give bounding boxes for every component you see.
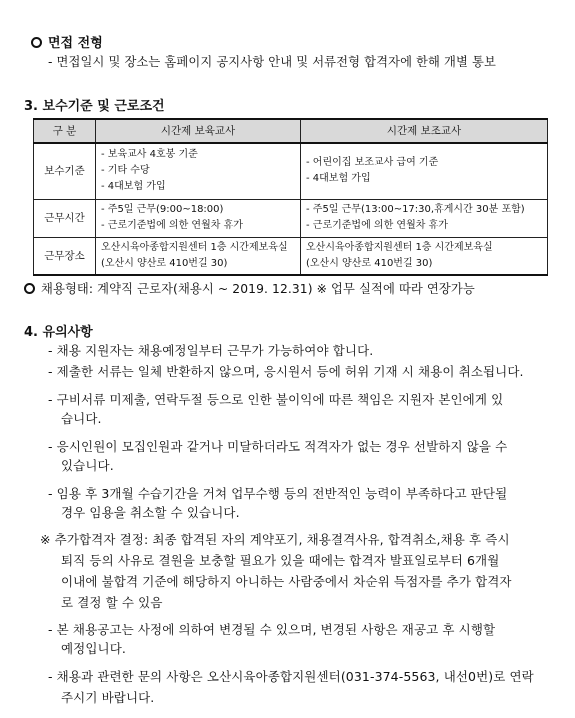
cell-line: - 보육교사 4호봉 기준 bbox=[101, 149, 198, 161]
interview-line: - 면접일시 및 장소는 홈페이지 공지사항 안내 및 서류전형 합격자에 한해 개별 통보 bbox=[48, 55, 496, 69]
table-row bbox=[34, 199, 548, 237]
circle-bullet-icon bbox=[31, 37, 42, 48]
row-label: 근무장소 bbox=[34, 237, 96, 275]
interview-heading: 면접 전형 bbox=[31, 32, 103, 51]
notice-item-cont: 예정입니다. bbox=[61, 641, 126, 656]
cell-line: - 4대보험 가입 bbox=[101, 181, 166, 193]
section3-heading: 3. 보수기준 및 근로조건 bbox=[24, 99, 165, 114]
cell-line: (오산시 양산로 410번길 30) bbox=[306, 257, 433, 269]
table-header-cell: 시간제 보육교사 bbox=[96, 119, 301, 143]
table-cell bbox=[301, 237, 548, 275]
row-label: 근무시간 bbox=[34, 199, 96, 237]
notice-item-cont: 있습니다. bbox=[61, 458, 114, 473]
cell-line: - 주5일 근무(9:00~18:00) bbox=[101, 204, 224, 215]
table-header-row bbox=[34, 119, 548, 143]
table-header-cell: 구 분 bbox=[34, 119, 96, 143]
cell-line: - 주5일 근무(13:00~17:30,휴게시간 30분 포함) bbox=[306, 204, 525, 215]
notice-item: - 제출한 서류는 일체 반환하지 않으며, 응시원서 등에 허위 기재 시 채용이 취소됩니다. bbox=[48, 364, 524, 379]
notice-item-cont: 습니다. bbox=[61, 411, 102, 426]
cell-line: 오산시육아종합지원센터 1층 시간제보육실 bbox=[101, 241, 288, 253]
table-row bbox=[34, 143, 548, 199]
employment-type: 채용형태: 계약직 근로자(채용시 ~ 2019. 12.31) ※ 업무 실적에 따라 연장가능 bbox=[24, 279, 475, 297]
contact-notice: - 채용과 관련한 문의 사항은 오산시육아종합지원센터(031-374-5563, 내선0번)로 연락 bbox=[48, 669, 534, 684]
additional-pass-note: ※ 추가합격자 결정: 최종 합격된 자의 계약포기, 채용결격사유, 합격취소,채용 후 즉시 bbox=[40, 532, 510, 547]
conditions-table bbox=[33, 118, 548, 276]
row-label: 보수기준 bbox=[34, 143, 96, 199]
notice-item: - 채용 지원자는 채용예정일부터 근무가 가능하여야 합니다. bbox=[48, 343, 374, 358]
additional-pass-note-cont: 이내에 불합격 기준에 해당하지 아니하는 사람중에서 차순위 득점자를 추가 합격자 bbox=[61, 574, 512, 589]
circle-bullet-icon bbox=[24, 283, 35, 294]
cell-line: - 4대보험 가입 bbox=[306, 173, 371, 185]
notice-item: - 본 채용공고는 사정에 의하여 변경될 수 있으며, 변경된 사항은 재공고 후 시행할 bbox=[48, 622, 496, 637]
cell-line: - 근로기준법에 의한 연월차 휴가 bbox=[101, 220, 243, 231]
cell-line: 오산시육아종합지원센터 1층 시간제보육실 bbox=[306, 241, 493, 253]
table-header-cell: 시간제 보조교사 bbox=[301, 119, 548, 143]
cell-line: - 근로기준법에 의한 연월차 휴가 bbox=[306, 220, 448, 231]
notice-item-cont: 경우 임용을 취소할 수 있습니다. bbox=[61, 505, 240, 520]
table-row bbox=[34, 237, 548, 275]
notice-item: - 임용 후 3개월 수습기간을 거쳐 업무수행 등의 전반적인 능력이 부족하다고 판단될 bbox=[48, 486, 508, 501]
additional-pass-note-cont: 퇴직 등의 사유로 결원을 보충할 필요가 있을 때에는 합격자 발표일로부터 6개월 bbox=[61, 553, 500, 568]
cell-line: - 기타 수당 bbox=[101, 165, 150, 177]
contact-notice-cont: 주시기 바랍니다. bbox=[61, 690, 155, 705]
table-cell bbox=[96, 143, 301, 199]
notice-item: - 구비서류 미제출, 연락두절 등으로 인한 불이익에 따른 책임은 지원자 본인에게 있 bbox=[48, 392, 504, 407]
cell-line: (오산시 양산로 410번길 30) bbox=[101, 257, 228, 269]
notice-item: - 응시인원이 모집인원과 같거나 미달하더라도 적격자가 없는 경우 선발하지 않을 수 bbox=[48, 439, 508, 454]
section4-heading: 4. 유의사항 bbox=[24, 325, 93, 340]
cell-line: - 어린이집 보조교사 급여 기준 bbox=[306, 157, 439, 169]
table-cell bbox=[301, 143, 548, 199]
table-cell bbox=[96, 237, 301, 275]
table-cell bbox=[301, 199, 548, 237]
additional-pass-note-cont: 로 결정 할 수 있음 bbox=[61, 595, 163, 610]
table-cell bbox=[96, 199, 301, 237]
